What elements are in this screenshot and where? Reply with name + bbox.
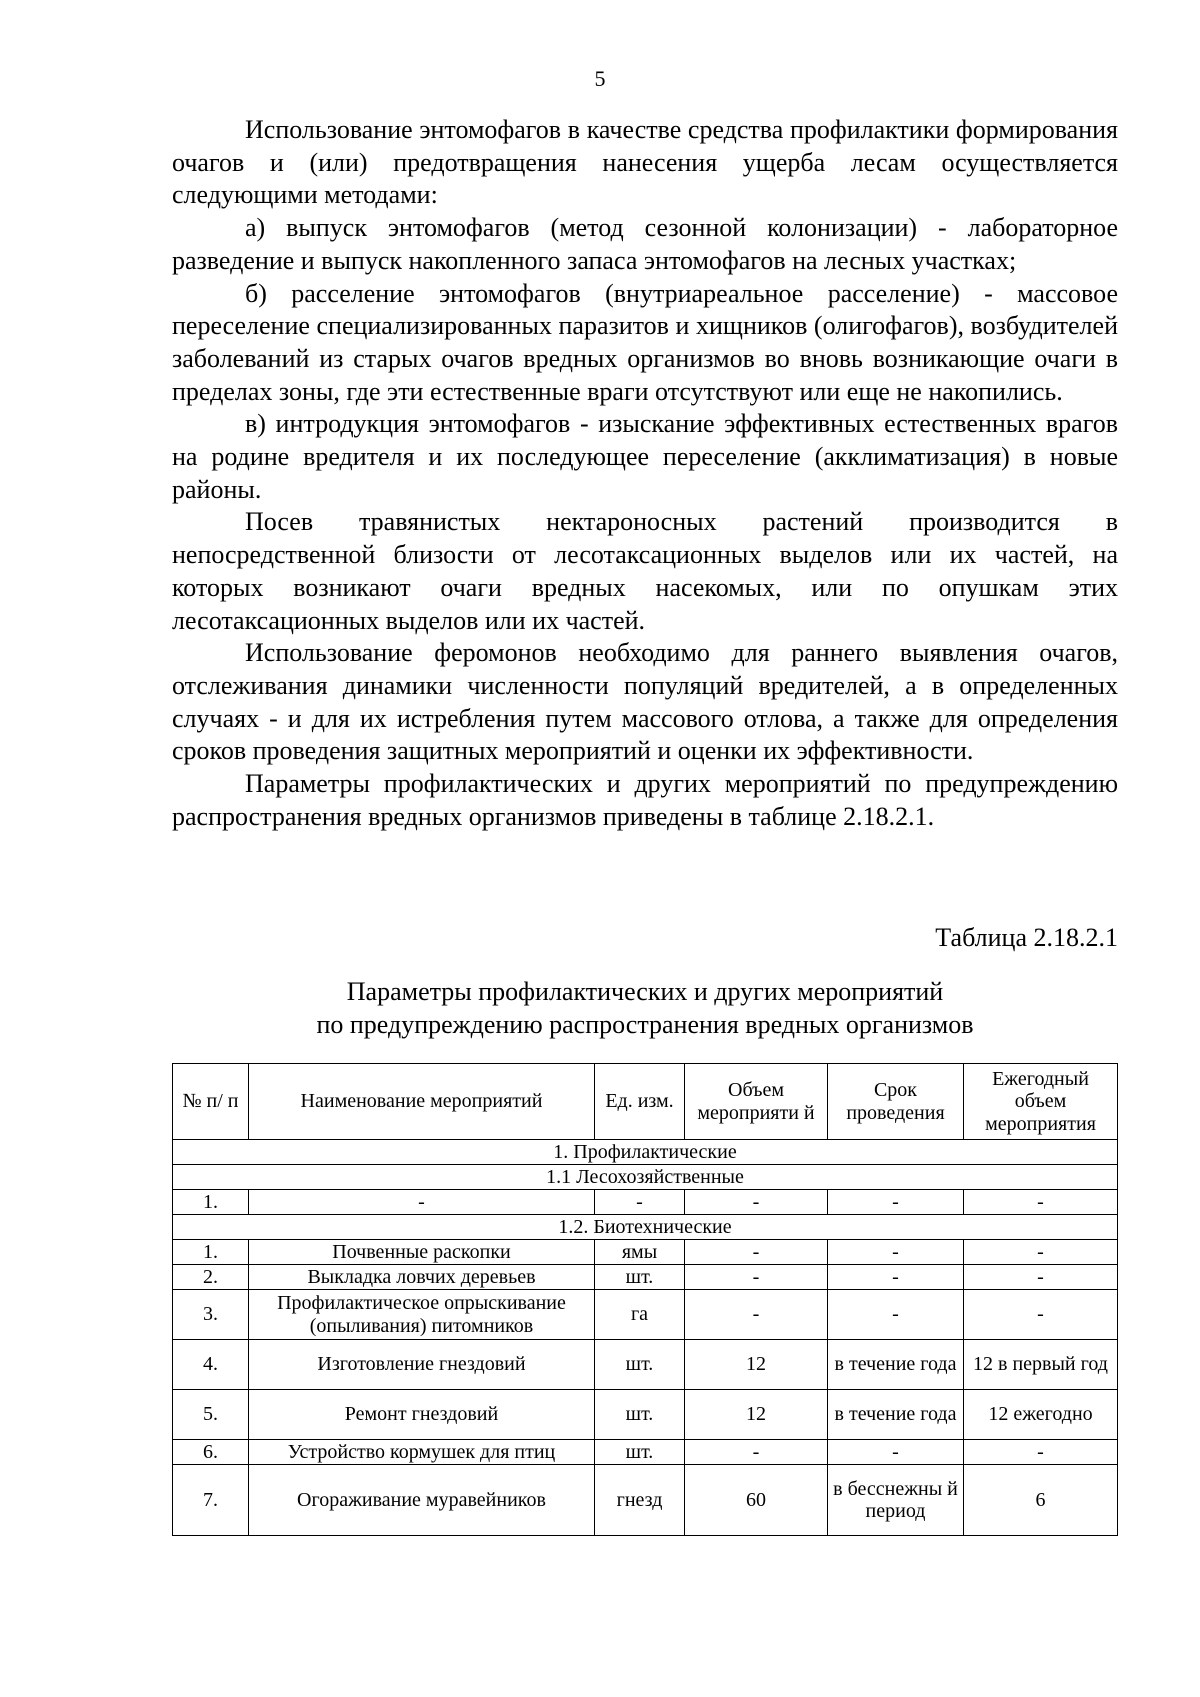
cell-volume: - xyxy=(685,1265,828,1290)
cell-term: в бесснежны й период xyxy=(828,1465,964,1536)
section-label: 1.2. Биотехнические xyxy=(173,1215,1118,1240)
paragraph-method-b: б) расселение энтомофагов (внутриареальное расселение) - массовое переселение специализированных паразитов и хищников (олигофагов), возбудителей заболеваний из старых очагов вредных организмов во вновь возникающие очаги в пределах зоны, где эти естественные враги отсутствуют или еще не накопились. xyxy=(172,278,1118,406)
cell-unit: шт. xyxy=(595,1265,685,1290)
cell-volume: 60 xyxy=(685,1465,828,1536)
cell-name: Ремонт гнездовий xyxy=(249,1390,595,1440)
cell-name: Выкладка ловчих деревьев xyxy=(249,1265,595,1290)
table-title-line-1: Параметры профилактических и других мероприятий xyxy=(346,977,944,1006)
cell-term: в течение года xyxy=(828,1390,964,1440)
cell-unit: гнезд xyxy=(595,1465,685,1536)
header-term: Срок проведения xyxy=(828,1064,964,1140)
cell-name: - xyxy=(249,1190,595,1215)
table-row xyxy=(173,1440,1118,1465)
table-label: Таблица 2.18.2.1 xyxy=(935,923,1118,952)
cell-volume: 12 xyxy=(685,1340,828,1390)
cell-name: Профилактическое опрыскивание (опыливания) питомников xyxy=(249,1290,595,1340)
cell-volume: 12 xyxy=(685,1390,828,1440)
cell-unit: ямы xyxy=(595,1240,685,1265)
section-label: 1.1 Лесохозяйственные xyxy=(173,1165,1118,1190)
cell-annual: 12 в первый год xyxy=(964,1340,1118,1390)
measures-parameters-table xyxy=(172,1063,1118,1536)
cell-unit: га xyxy=(595,1290,685,1340)
cell-num: 1. xyxy=(173,1240,249,1265)
paragraph-method-a: а) выпуск энтомофагов (метод сезонной колонизации) - лабораторное разведение и выпуск накопленного запаса энтомофагов на лесных участках; xyxy=(172,213,1118,275)
cell-num: 2. xyxy=(173,1265,249,1290)
table-row xyxy=(173,1265,1118,1290)
cell-term: - xyxy=(828,1240,964,1265)
cell-num: 4. xyxy=(173,1340,249,1390)
cell-annual: - xyxy=(964,1290,1118,1340)
cell-num: 3. xyxy=(173,1290,249,1340)
header-name: Наименование мероприятий xyxy=(249,1064,595,1140)
paragraph-table-reference: Параметры профилактических и других мероприятий по предупреждению распространения вредных организмов приведены в таблице 2.18.2.1. xyxy=(172,769,1118,831)
header-volume: Объем мероприяти й xyxy=(685,1064,828,1140)
cell-num: 1. xyxy=(173,1190,249,1215)
header-unit: Ед. изм. xyxy=(595,1064,685,1140)
table-row xyxy=(173,1190,1118,1215)
page-number: 5 xyxy=(594,66,606,91)
cell-volume: - xyxy=(685,1290,828,1340)
cell-annual: - xyxy=(964,1240,1118,1265)
paragraph-nectar-plants: Посев травянистых нектароносных растений производится в непосредственной близости от лесотаксационных выделов или их частей, на которых возникают очаги вредных насекомых, или по опушкам этих лесотаксационных выделов или их частей. xyxy=(172,507,1118,635)
body-text xyxy=(172,114,1118,833)
cell-term: в течение года xyxy=(828,1340,964,1390)
table-row xyxy=(173,1340,1118,1390)
header-annual: Ежегодный объем мероприятия xyxy=(964,1064,1118,1140)
cell-num: 6. xyxy=(173,1440,249,1465)
cell-volume: - xyxy=(685,1240,828,1265)
section-row-forestry xyxy=(173,1165,1118,1190)
paragraph-pheromones: Использование феромонов необходимо для раннего выявления очагов, отслеживания динамики численности популяций вредителей, а в определенных случаях - и для их истребления путем массового отлова, а также для определения сроков проведения защитных мероприятий и оценки их эффективности. xyxy=(172,638,1118,766)
table-row xyxy=(173,1240,1118,1265)
cell-name: Изготовление гнездовий xyxy=(249,1340,595,1390)
table-header-row xyxy=(173,1064,1118,1140)
header-num: № п/ п xyxy=(173,1064,249,1140)
section-row-biotechnical xyxy=(173,1215,1118,1240)
cell-num: 5. xyxy=(173,1390,249,1440)
table-row xyxy=(173,1465,1118,1536)
cell-unit: - xyxy=(595,1190,685,1215)
section-row-preventive xyxy=(173,1140,1118,1165)
cell-annual: - xyxy=(964,1265,1118,1290)
table-title-line-2: по предупреждению распространения вредных организмов xyxy=(316,1009,974,1039)
cell-unit: шт. xyxy=(595,1440,685,1465)
table-row xyxy=(173,1390,1118,1440)
cell-annual: 12 ежегодно xyxy=(964,1390,1118,1440)
cell-term: - xyxy=(828,1265,964,1290)
cell-annual: - xyxy=(964,1440,1118,1465)
cell-num: 7. xyxy=(173,1465,249,1536)
cell-name: Огораживание муравейников xyxy=(249,1465,595,1536)
cell-name: Почвенные раскопки xyxy=(249,1240,595,1265)
cell-volume: - xyxy=(685,1440,828,1465)
cell-volume: - xyxy=(685,1190,828,1215)
paragraph-entomophages-intro: Использование энтомофагов в качестве средства профилактики формирования очагов и (или) предотвращения нанесения ущерба лесам осуществляется следующими методами: xyxy=(172,115,1118,210)
cell-annual: 6 xyxy=(964,1465,1118,1536)
cell-unit: шт. xyxy=(595,1340,685,1390)
table-title xyxy=(172,976,1118,1041)
cell-unit: шт. xyxy=(595,1390,685,1440)
cell-annual: - xyxy=(964,1190,1118,1215)
table-row xyxy=(173,1290,1118,1340)
cell-name: Устройство кормушек для птиц xyxy=(249,1440,595,1465)
cell-term: - xyxy=(828,1440,964,1465)
cell-term: - xyxy=(828,1190,964,1215)
cell-term: - xyxy=(828,1290,964,1340)
section-label: 1. Профилактические xyxy=(173,1140,1118,1165)
paragraph-method-c: в) интродукция энтомофагов - изыскание эффективных естественных врагов на родине вредителя и их последующее переселение (акклиматизация) в новые районы. xyxy=(172,409,1118,504)
